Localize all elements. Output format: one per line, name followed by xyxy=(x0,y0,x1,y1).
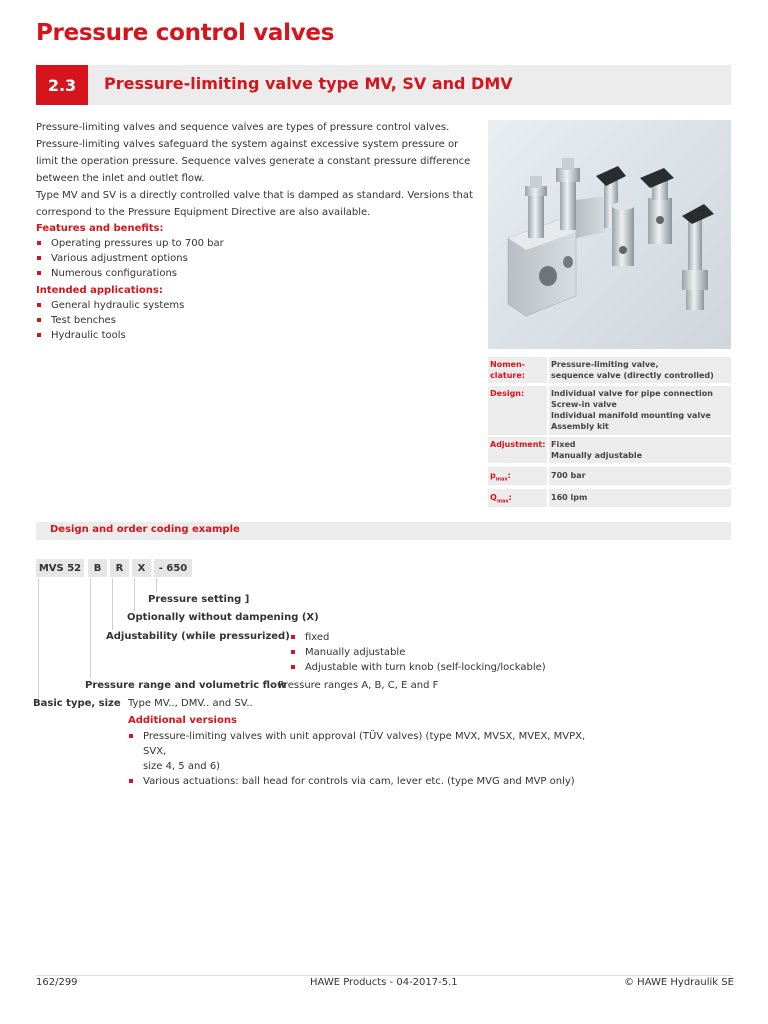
spec-value xyxy=(551,359,714,381)
pressure-setting-label: Pressure setting ] xyxy=(148,594,250,605)
spec-value-line: Screw-in valve xyxy=(551,400,617,409)
spec-row-qmax xyxy=(488,489,731,507)
list-item: Hydraulic tools xyxy=(36,328,476,343)
list-item: Adjustable with turn knob (self-locking/lockable) xyxy=(290,660,546,675)
basic-type-label: Basic type, size xyxy=(33,698,121,709)
spec-value-line: Individual manifold mounting valve xyxy=(551,411,711,420)
connector-line xyxy=(38,578,39,698)
list-item: General hydraulic systems xyxy=(36,298,476,313)
connector-line xyxy=(90,578,91,678)
intro-paragraph-1: Pressure-limiting valves and sequence valves are types of pressure control valves. Pressure-limiting valves safeguard the system against excessive system pressure or limit the operation pressure. Sequence valves generate a constant pressure difference between the inlet and outlet flow. xyxy=(36,122,471,184)
applications-heading: Intended applications: xyxy=(36,285,163,296)
spec-value-line: Manually adjustable xyxy=(551,451,643,460)
features-heading: Features and benefits: xyxy=(36,223,164,234)
connector-line xyxy=(134,578,135,611)
code-box-adjustability: R xyxy=(110,559,129,577)
applications-list xyxy=(36,298,476,343)
intro-paragraph-2: Type MV and SV is a directly controlled valve that is damped as standard. Versions that correspond to the Pressure Equipment Directive are also available. xyxy=(36,190,473,218)
list-item: fixed xyxy=(290,630,546,645)
spec-row-pmax xyxy=(488,467,731,485)
valves-illustration xyxy=(488,120,731,349)
intro-text xyxy=(36,119,476,343)
spec-value-line: Fixed xyxy=(551,440,576,449)
page-title: Pressure control valves xyxy=(36,20,335,46)
list-item: Manually adjustable xyxy=(290,645,546,660)
spec-value-line: Pressure-limiting valve, xyxy=(551,360,659,369)
spec-value: 160 lpm xyxy=(551,493,588,502)
footer-copyright: © HAWE Hydraulik SE xyxy=(624,977,734,988)
spec-value-line: sequence valve (directly controlled) xyxy=(551,371,714,380)
spec-row-design xyxy=(488,386,731,435)
coding-header-title: Design and order coding example xyxy=(50,524,240,535)
adjustability-options xyxy=(290,630,546,675)
spec-row-nomenclature xyxy=(488,357,731,383)
pressure-range-label: Pressure range and volumetric flow xyxy=(85,680,287,691)
basic-type-value: Type MV.., DMV.. and SV.. xyxy=(128,698,253,709)
spec-row-adjustment xyxy=(488,437,731,463)
spec-label-line: Nomen- xyxy=(490,360,525,369)
spec-label: Adjustment: xyxy=(490,440,546,449)
spec-value-line: Individual valve for pipe connection xyxy=(551,389,713,398)
product-photo xyxy=(488,120,731,349)
pressure-range-value: Pressure ranges A, B, C, E and F xyxy=(278,680,439,691)
footer-center-text: HAWE Products - 04-2017-5.1 xyxy=(310,977,458,988)
spec-label xyxy=(490,359,525,381)
adjustability-label: Adjustability (while pressurized) xyxy=(106,631,290,642)
spec-label: $Q_{max}$: xyxy=(490,493,512,505)
code-box-basic-type: MVS 52 xyxy=(36,559,84,577)
additional-versions-list xyxy=(128,729,598,789)
code-box-dampening: X xyxy=(132,559,151,577)
spec-label-line: clature: xyxy=(490,371,525,380)
connector-line xyxy=(112,578,113,630)
dampening-label: Optionally without dampening (X) xyxy=(127,612,319,623)
spec-value-line: Assembly kit xyxy=(551,422,609,431)
spec-label: Design: xyxy=(490,389,525,398)
list-item: Operating pressures up to 700 bar xyxy=(36,236,476,251)
spec-value xyxy=(551,388,713,432)
footer-divider xyxy=(36,975,731,976)
features-list xyxy=(36,236,476,281)
list-item: Various actuations: ball head for controls via cam, lever etc. (type MVG and MVP only) xyxy=(128,774,598,789)
code-box-pressure-setting: - 650 xyxy=(154,559,192,577)
connector-line xyxy=(156,578,157,592)
list-item: Various adjustment options xyxy=(36,251,476,266)
section-title: Pressure-limiting valve type MV, SV and DMV xyxy=(104,74,513,93)
spec-label: $p_{max}$: xyxy=(490,471,511,483)
list-item: Pressure-limiting valves with unit approval (TÜV valves) (type MVX, MVSX, MVEX, MVPX, SVX, size 4, 5 and 6) xyxy=(128,729,598,774)
list-item: Test benches xyxy=(36,313,476,328)
additional-versions-heading: Additional versions xyxy=(128,715,237,726)
list-item: Numerous configurations xyxy=(36,266,476,281)
spec-value xyxy=(551,439,642,461)
footer-page-number: 162/299 xyxy=(36,977,78,988)
spec-value: 700 bar xyxy=(551,471,586,480)
section-number: 2.3 xyxy=(36,65,88,105)
code-box-pressure-range: B xyxy=(88,559,107,577)
